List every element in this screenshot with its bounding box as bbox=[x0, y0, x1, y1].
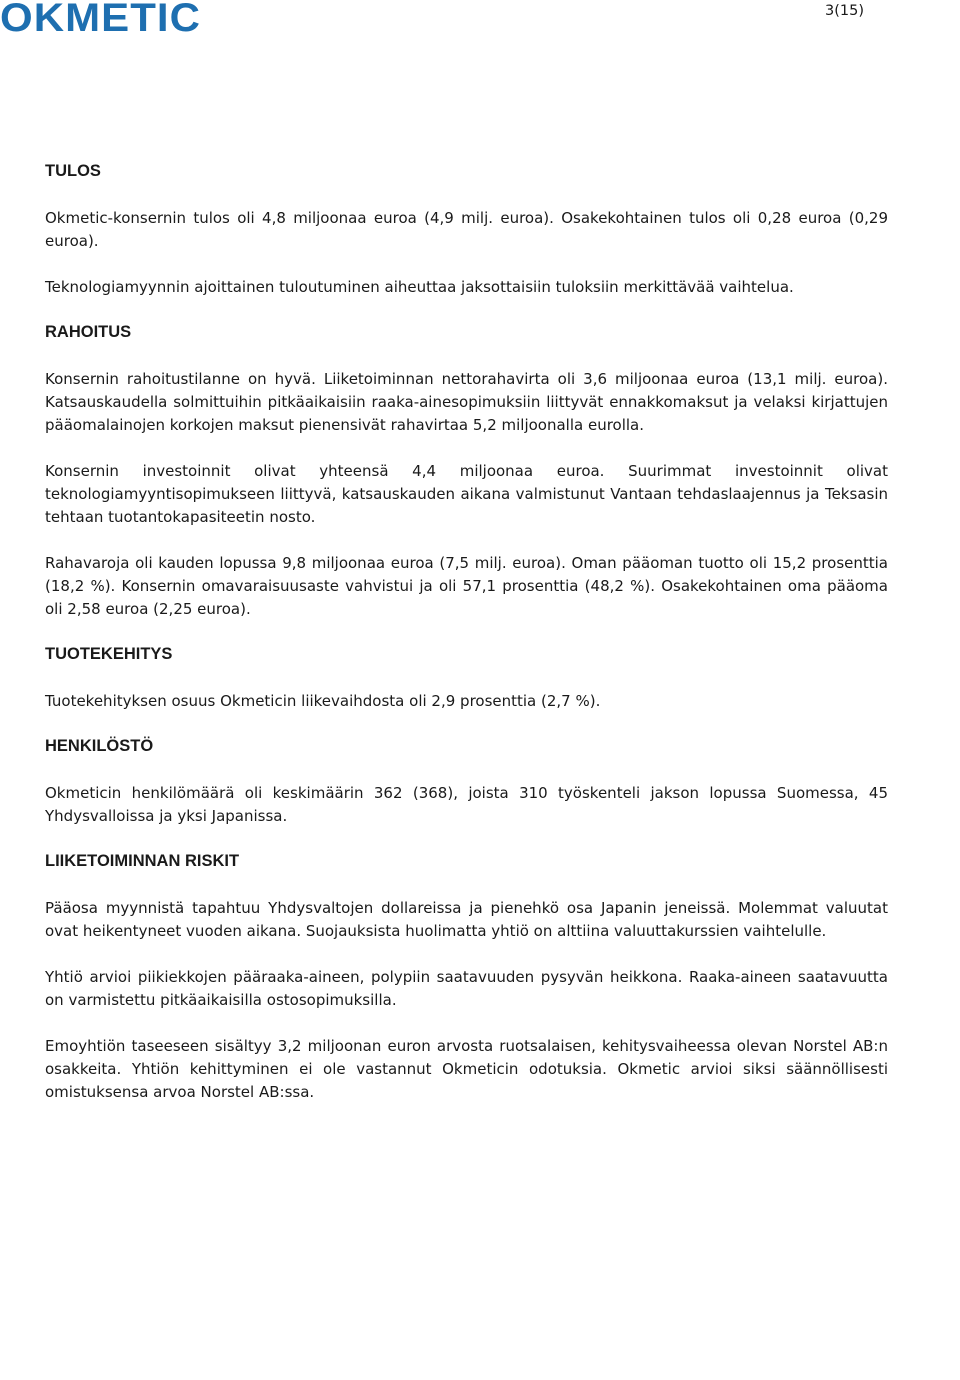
section-heading: TUOTEKEHITYS bbox=[45, 645, 173, 663]
paragraph: Konsernin rahoitustilanne on hyvä. Liiketoiminnan nettorahavirta oli 3,6 miljoonaa euroa (13,1 milj. euroa). Katsauskaudella solmittuihin pitkäaikaisiin raaka-ainesopimuksiin liittyvät ennakkomaksut ja velaksi kirjattujen pääomalainojen korkojen maksut pienensivät rahavirtaa 5,2 miljoonalla eurolla. bbox=[45, 370, 888, 434]
paragraph: Yhtiö arvioi piikiekkojen pääraaka-aineen, polypiin saatavuuden pysyvän heikkona. Raaka-aineen saatavuutta on varmistettu pitkäaikaisilla ostosopimuksilla. bbox=[45, 968, 888, 1009]
section-henkilosto bbox=[45, 737, 888, 828]
paragraph: Tuotekehityksen osuus Okmeticin liikevaihdosta oli 2,9 prosenttia (2,7 %). bbox=[45, 692, 601, 710]
section-tulos bbox=[45, 162, 888, 299]
paragraph: Konsernin investoinnit olivat yhteensä 4,4 miljoonaa euroa. Suurimmat investoinnit olivat teknologiamyyntisopimukseen liittyvä, katsauskauden aikana valmistunut Vantaan tehdaslaajennus ja Teksasin tehtaan tuotantokapasiteetin nosto. bbox=[45, 462, 888, 526]
page-number: 3(15) bbox=[825, 3, 864, 19]
section-heading: LIIKETOIMINNAN RISKIT bbox=[45, 852, 240, 870]
paragraph: Rahavaroja oli kauden lopussa 9,8 miljoonaa euroa (7,5 milj. euroa). Oman pääoman tuotto oli 15,2 prosenttia (18,2 %). Konsernin omavaraisuusaste vahvistui ja oli 57,1 prosenttia (48,2 %). Osakekohtainen oma pääoma oli 2,58 euroa (2,25 euroa). bbox=[45, 554, 888, 618]
section-heading: TULOS bbox=[45, 162, 101, 180]
section-rahoitus bbox=[45, 323, 888, 621]
section-heading: RAHOITUS bbox=[45, 323, 132, 341]
paragraph: Pääosa myynnistä tapahtuu Yhdysvaltojen dollareissa ja pienehkö osa Japanin jeneissä. Molemmat valuutat ovat heikentyneet vuoden aikana. Suojauksista huolimatta yhtiö on alttiina valuuttakurssien vaihtelulle. bbox=[45, 899, 888, 940]
paragraph: Teknologiamyynnin ajoittainen tuloutuminen aiheuttaa jaksottaisiin tuloksiin merkittävää vaihtelua. bbox=[45, 278, 794, 296]
section-liiketoiminnan-riskit bbox=[45, 852, 888, 1104]
paragraph: Emoyhtiön taseeseen sisältyy 3,2 miljoonan euron arvosta ruotsalaisen, kehitysvaiheessa olevan Norstel AB:n osakkeita. Yhtiön kehittyminen ei ole vastannut Okmeticin odotuksia. Okmetic arvioi siksi säännöllisesti omistuksensa arvoa Norstel AB:ssa. bbox=[45, 1037, 888, 1101]
company-logo: OKMETIC bbox=[0, 0, 202, 40]
section-heading: HENKILÖSTÖ bbox=[45, 737, 154, 755]
paragraph: Okmeticin henkilömäärä oli keskimäärin 362 (368), joista 310 työskenteli jakson lopussa Suomessa, 45 Yhdysvalloissa ja yksi Japanissa. bbox=[45, 784, 888, 825]
section-tuotekehitys bbox=[45, 645, 888, 713]
paragraph: Okmetic-konsernin tulos oli 4,8 miljoonaa euroa (4,9 milj. euroa). Osakekohtainen tulos oli 0,28 euroa (0,29 euroa). bbox=[45, 209, 888, 250]
document-body bbox=[45, 162, 888, 1104]
